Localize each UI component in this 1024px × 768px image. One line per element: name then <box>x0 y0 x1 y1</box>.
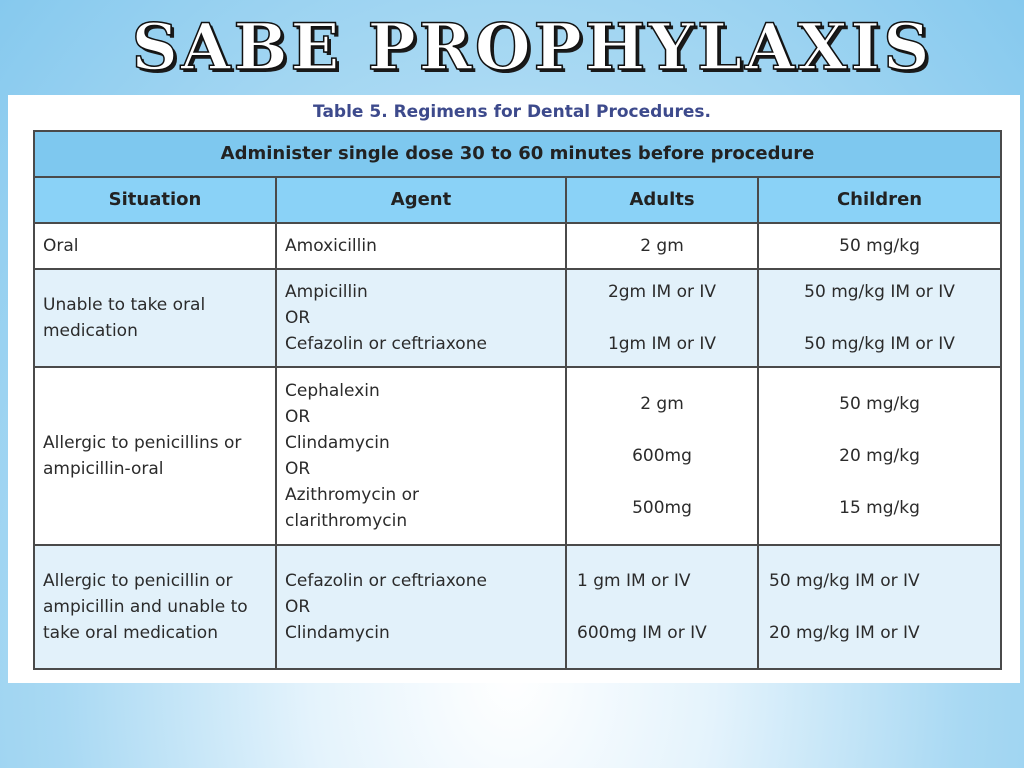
table-row <box>34 545 1001 669</box>
table-row <box>34 223 1001 269</box>
situation-cell: Oral <box>34 223 276 269</box>
agent-line: OR <box>285 308 311 328</box>
child-dose-cell <box>758 367 1001 545</box>
agent-line: Cephalexin <box>285 381 380 401</box>
header-agent: Agent <box>276 177 566 223</box>
header-situation: Situation <box>34 177 276 223</box>
situation-cell: Allergic to penicillin or ampicillin and unable to take oral medication <box>34 545 276 669</box>
header-adults: Adults <box>566 177 758 223</box>
child-dose: 50 mg/kg <box>839 236 920 256</box>
child-dose-cell <box>758 269 1001 367</box>
adult-dose-cell <box>566 545 758 669</box>
table-row <box>34 269 1001 367</box>
agent-line: Cefazolin or ceftriaxone <box>285 571 487 591</box>
agent-line: Ampicillin <box>285 282 368 302</box>
child-dose-cell <box>758 545 1001 669</box>
header-children: Children <box>758 177 1001 223</box>
slide-title: SABE PROPHYLAXIS <box>131 10 933 85</box>
child-dose: 20 mg/kg <box>839 446 920 466</box>
table-banner-row <box>34 131 1001 177</box>
table-banner: Administer single dose 30 to 60 minutes before procedure <box>34 131 1001 177</box>
adult-dose: 2 gm <box>640 394 684 414</box>
agent-cell <box>276 367 566 545</box>
table-row <box>34 367 1001 545</box>
agent-line: Azithromycin or <box>285 485 419 505</box>
agent-line: OR <box>285 407 311 427</box>
child-dose: 50 mg/kg IM or IV <box>804 282 955 302</box>
agent-line: clarithromycin <box>285 511 408 531</box>
child-dose: 50 mg/kg IM or IV <box>769 571 920 591</box>
agent-line: OR <box>285 459 311 479</box>
agent-cell <box>276 223 566 269</box>
table-header-row <box>34 177 1001 223</box>
agent-line: OR <box>285 597 311 617</box>
adult-dose: 1 gm IM or IV <box>577 571 691 591</box>
child-dose: 50 mg/kg <box>839 394 920 414</box>
agent-line: Clindamycin <box>285 433 390 453</box>
agent-line: Cefazolin or ceftriaxone <box>285 334 487 354</box>
situation-cell: Allergic to penicillins or ampicillin-oral <box>34 367 276 545</box>
agent-cell <box>276 269 566 367</box>
table-caption: Table 5. Regimens for Dental Procedures. <box>313 102 711 122</box>
agent-line: Amoxicillin <box>285 236 377 256</box>
adult-dose: 600mg <box>632 446 692 466</box>
adult-dose-cell <box>566 367 758 545</box>
adult-dose: 2gm IM or IV <box>607 282 717 302</box>
adult-dose: 500mg <box>632 498 692 518</box>
child-dose-cell <box>758 223 1001 269</box>
situation-cell: Unable to take oral medication <box>34 269 276 367</box>
agent-line: Clindamycin <box>285 623 390 643</box>
regimen-table <box>33 130 1002 670</box>
child-dose: 50 mg/kg IM or IV <box>804 334 955 354</box>
adult-dose-cell <box>566 223 758 269</box>
agent-cell <box>276 545 566 669</box>
adult-dose: 1gm IM or IV <box>607 334 717 354</box>
child-dose: 20 mg/kg IM or IV <box>769 623 920 643</box>
adult-dose-cell <box>566 269 758 367</box>
child-dose: 15 mg/kg <box>839 498 920 518</box>
adult-dose: 600mg IM or IV <box>577 623 707 643</box>
adult-dose: 2 gm <box>640 236 684 256</box>
